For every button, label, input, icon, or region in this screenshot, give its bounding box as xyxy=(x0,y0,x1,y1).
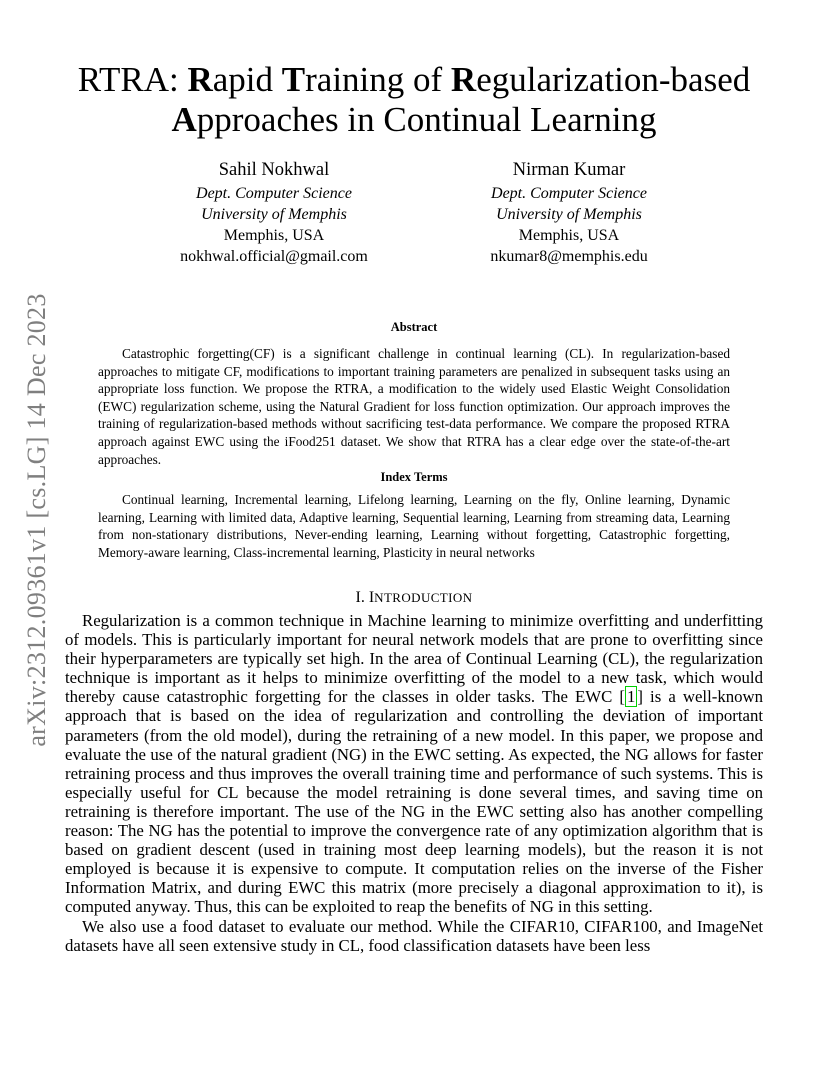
paragraph: Regularization is a common technique in Machine learning to minimize overfitting and underfitting of models. This is particularly important for neural network models that are prone to overfitting since their hyperparameters are typically set high. In the area of Continual Learning (CL), the regularization technique is important as it helps to minimize overfitting of the model to a new task, which would thereby cause catastrophic forgetting for the classes in older tasks. The EWC [ 1 ] is a well-known approach that is based on the idea of regularization and controlling the deviation of important parameters (from the old model), during the retraining of a new model. In this paper, we propose and evaluate the use of the natural gradient (NG) in the EWC setting. As expected, the NG allows for faster retraining process and thus improves the overall training time and performance of such systems. This is especially useful for CL because the model retraining is done several times, and saving time on retraining is therefore important. The use of the NG in the EWC setting also has another compelling reason: The NG has the potential to improve the convergence rate of any optimization algorithm that is based on gradient descent (used in training most deep learning models), but the reason it is not employed is because it is expensive to compute. It computation relies on the inverse of the Fisher Information Matrix, and during EWC this matrix (more precisely a diagonal approximation to it), is computed anyway. Thus, this can be exploited to reap the benefits of NG in this setting. xyxy=(65,611,763,917)
title-part: RTRA: xyxy=(77,60,188,99)
paragraph-text: is a well-known approach that is based on the idea of regularization and controlling the deviation of important parameters (from the old model), during the retraining of a new model. In this paper, we propose and evaluate the use of the natural gradient (NG) in the EWC setting. As expected, the NG allows for faster retraining process and thus improves the overall training time and performance of such systems. This is especially useful for CL because the model retraining is done several times, and saving time on retraining is therefore important. The use of the NG in the EWC setting also has another compelling reason: The NG has the potential to improve the convergence rate of any optimization algorithm that is based on gradient descent (used in training most deep learning models), but the reason it is not employed is because it is expensive to compute. It computation relies on the inverse of the Fisher Information Matrix, and during EWC this matrix (more precisely a diagonal approximation to it), is computed anyway. Thus, this can be exploited to reap the benefits of NG in this setting. xyxy=(65,687,763,917)
section-heading xyxy=(0,589,828,607)
paragraph: We also use a food dataset to evaluate our method. While the CIFAR10, CIFAR100, and ImageNet datasets have all seen extensive study in CL, food classification datasets have been less xyxy=(65,916,763,955)
title-part: egularization-based xyxy=(476,60,751,99)
paragraph-text: Regularization is a common technique in Machine learning to minimize overfitting and underfitting of models. This is particularly important for neural network models that are prone to overfitting since their hyperparameters are typically set high. In the area of Continual Learning (CL), the regularization technique is important as it helps to minimize overfitting of the model to a new task, which would thereby cause catastrophic forgetting for the classes in older tasks. The EWC xyxy=(65,611,763,707)
author-university: University of Memphis xyxy=(201,206,347,223)
title-part: R xyxy=(187,60,213,99)
paper-title xyxy=(64,60,764,140)
author-name: Nirman Kumar xyxy=(512,160,626,180)
author-location: Memphis, USA xyxy=(518,227,620,244)
author-block xyxy=(439,157,699,267)
title-line-1 xyxy=(64,60,764,100)
title-part: raining of xyxy=(305,60,451,99)
title-line-2 xyxy=(64,100,764,140)
title-part: T xyxy=(281,60,306,99)
arxiv-identifier: arXiv:2312.09361v1 [cs.LG] 14 Dec 2023 xyxy=(22,293,51,747)
section-title-initial: I xyxy=(368,589,375,606)
abstract-heading: Abstract xyxy=(390,320,438,334)
section-number: I. xyxy=(355,589,369,606)
author-email: nkumar8@memphis.edu xyxy=(490,248,648,265)
author-location: Memphis, USA xyxy=(223,227,325,244)
introduction-body xyxy=(65,611,763,955)
title-part: pproaches in Continual Learning xyxy=(196,100,657,139)
abstract-text: Catastrophic forgetting(CF) is a significant challenge in continual learning (CL). In regularization-based approaches to mitigate CF, modifications to important training parameters are penalized in subsequent tasks using an appropriate loss function. We propose the RTRA, a modification to the widely used Elastic Weight Consolidation (EWC) regularization scheme, using the Natural Gradient for loss function optimization. Our approach improves the training of regularization-based methods without sacrificing test-data performance. We compare the proposed RTRA approach against EWC using the iFood251 dataset. We show that RTRA has a clear edge over the state-of-the-art approaches. xyxy=(98,346,730,467)
index-terms-heading: Index Terms xyxy=(380,470,448,484)
author-department: Dept. Computer Science xyxy=(491,185,647,202)
author-university: University of Memphis xyxy=(496,206,642,223)
author-department: Dept. Computer Science xyxy=(196,185,352,202)
author-email: nokhwal.official@gmail.com xyxy=(180,248,368,265)
author-block xyxy=(144,157,404,267)
citation-link[interactable]: 1 xyxy=(627,687,636,707)
title-part: A xyxy=(171,100,197,139)
index-terms-text: Continual learning, Incremental learning, Lifelong learning, Learning on the fly, Online learning, Dynamic learning, Learning with limited data, Adaptive learning, Sequential learning, Learning from streaming data, Learning from non-stationary distributions, Never-ending learning, Learning without forgetting, Catastrophic forgetting, Memory-aware learning, Class-incremental learning, Plasticity in neural networks xyxy=(98,492,730,560)
title-part: R xyxy=(450,60,477,99)
author-name: Sahil Nokhwal xyxy=(218,160,330,180)
section-title-rest: NTRODUCTION xyxy=(374,590,473,605)
title-part: apid xyxy=(212,60,282,99)
